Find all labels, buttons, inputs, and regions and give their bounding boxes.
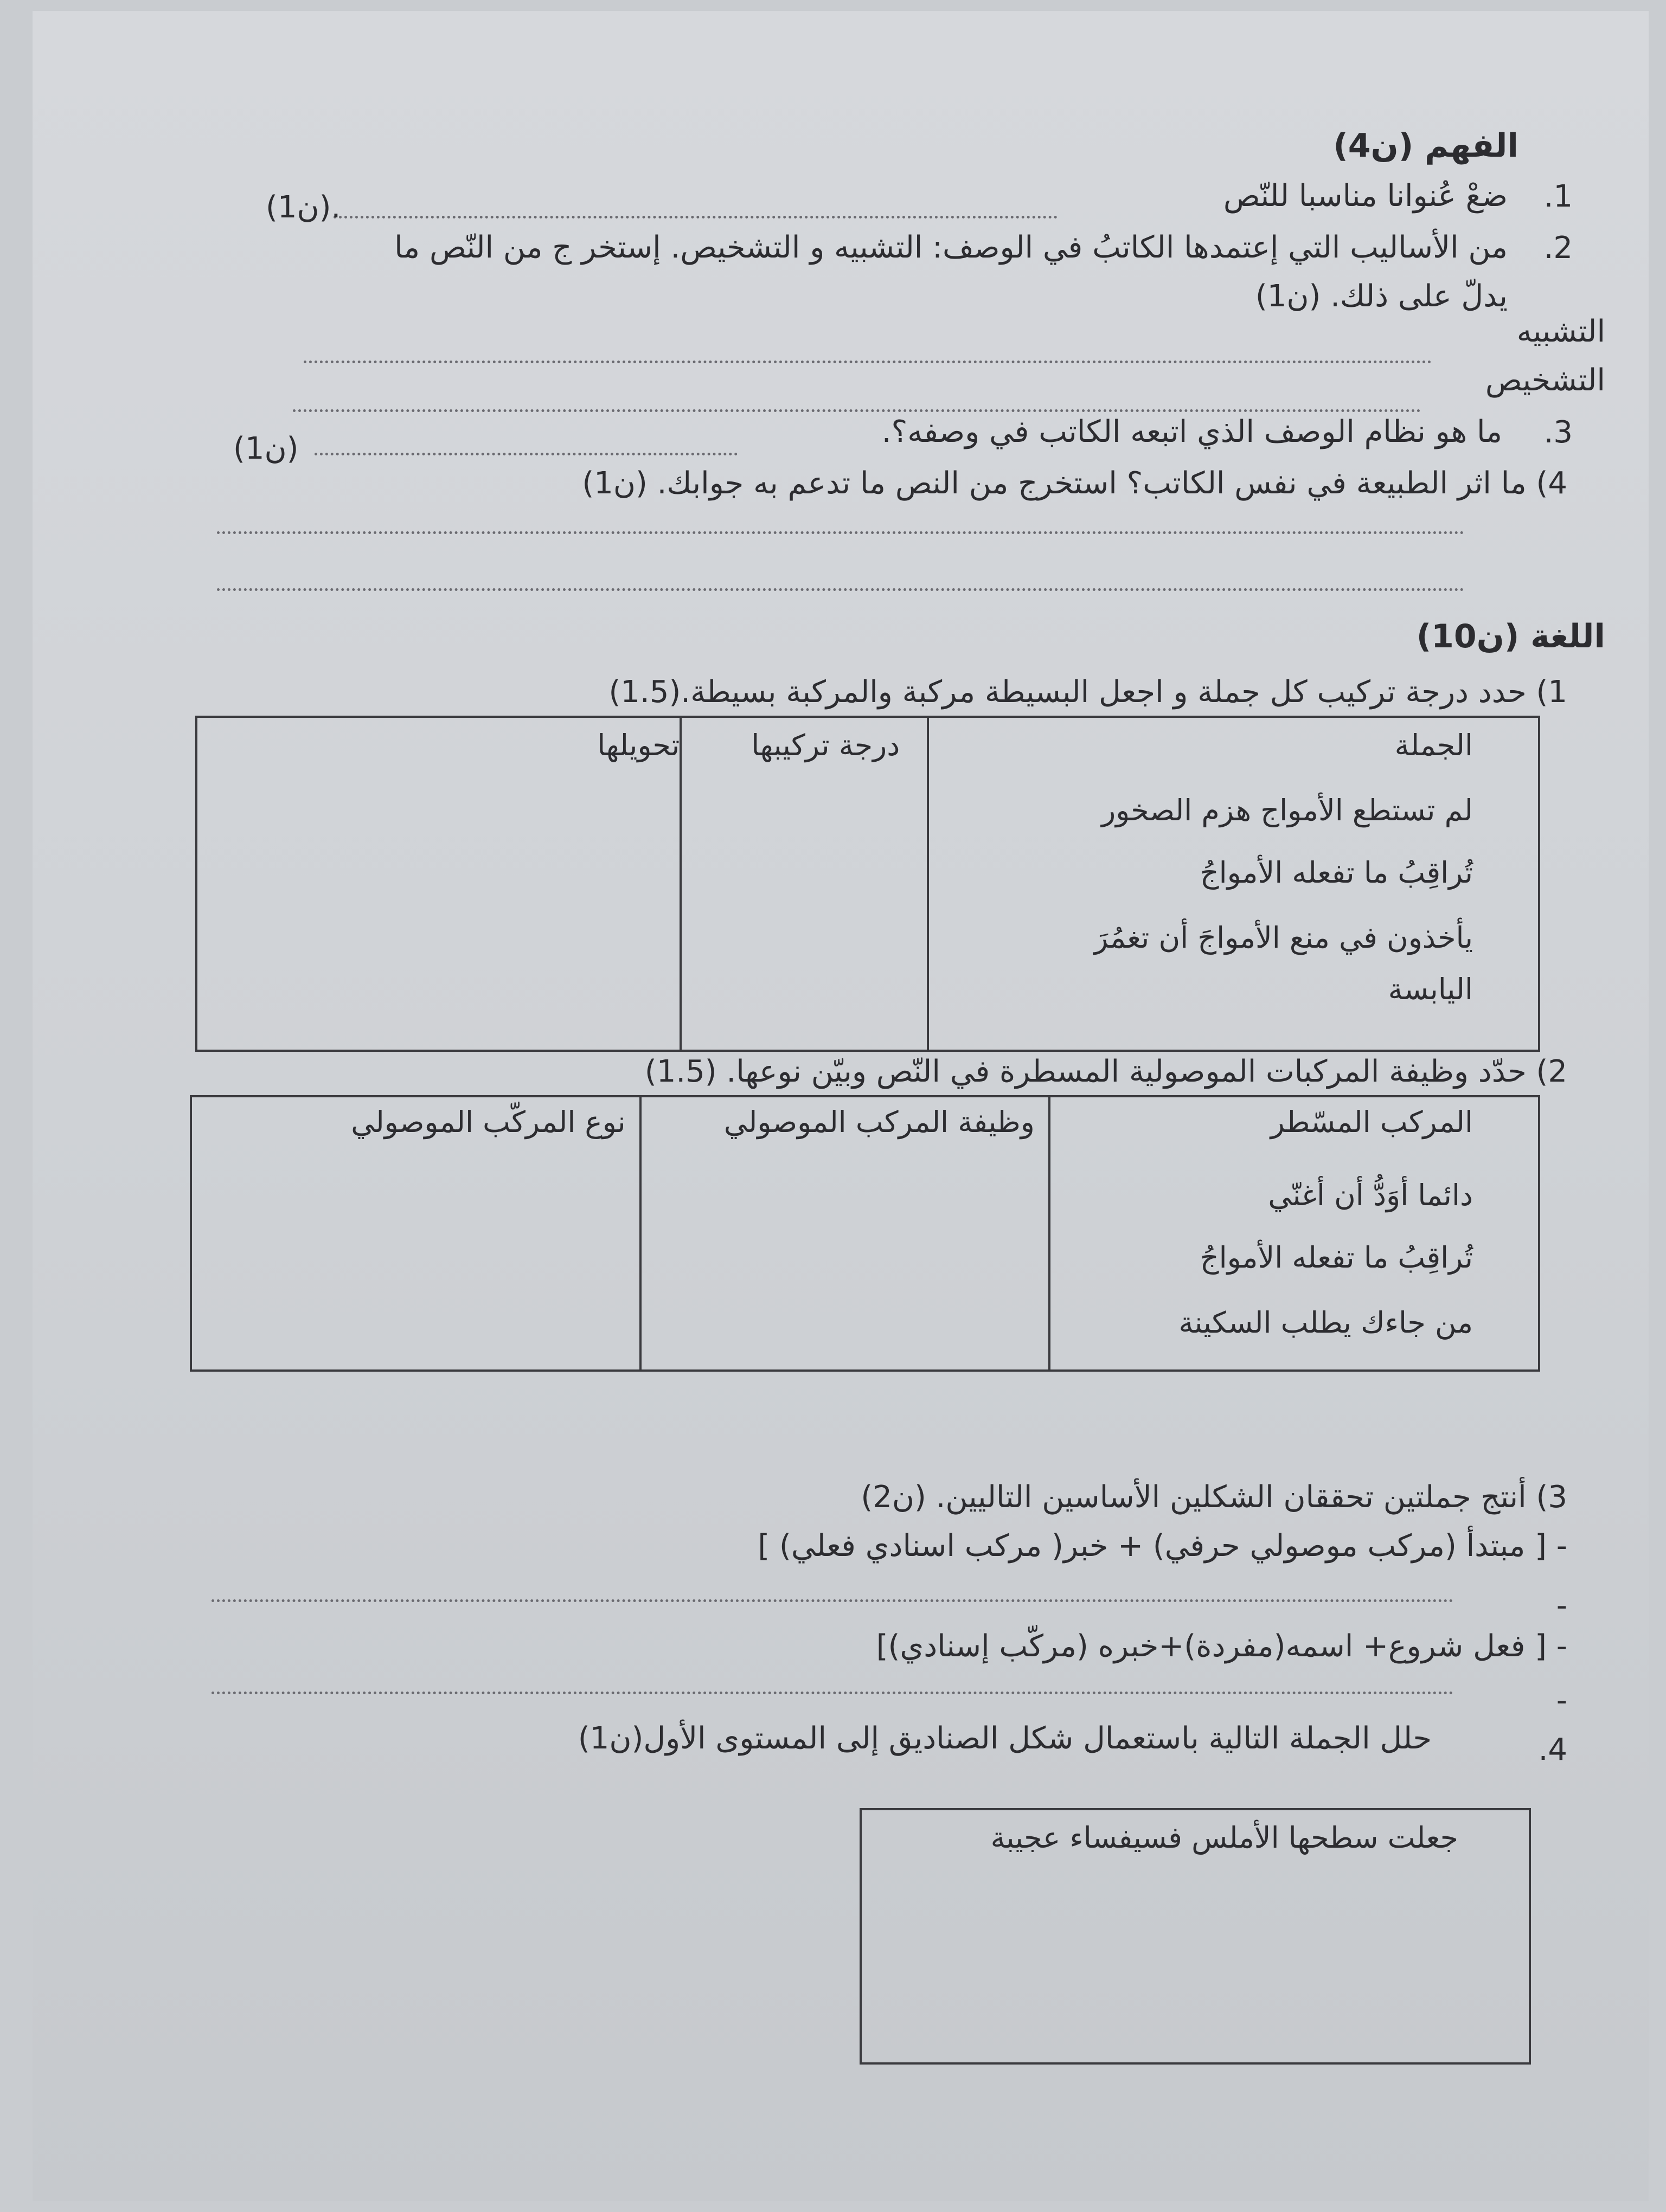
table2-header-type: نوع المركّب الموصولي (351, 1105, 626, 1139)
table1-header-transform: تحويلها (597, 728, 680, 762)
table1-header-sentence: الجملة (1394, 728, 1473, 762)
q4-answer-line-1 (217, 531, 1464, 534)
q2-simile-answer-line (304, 361, 1432, 363)
q2-label-personification: التشخيص (1485, 363, 1605, 398)
q2-personification-answer-line (293, 409, 1421, 412)
table1-degree-column (681, 717, 928, 1051)
q2-number: .2 (1543, 230, 1573, 266)
sentence-structure-table (195, 716, 1540, 1052)
table2-row-3: من جاءك يطلب السكينة (1178, 1306, 1473, 1340)
q2-text-line2: يدلّ على ذلك. (ن1) (1255, 279, 1508, 314)
exam-paper (33, 11, 1649, 2201)
q4-text: 4) ما اثر الطبيعة في نفس الكاتب؟ استخرج من النص ما تدعم به جوابك. (ن1) (582, 466, 1567, 501)
q1-score: (ن1). (266, 190, 341, 225)
language-q1-text: 1) حدد درجة تركيب كل جملة و اجعل البسيطة مركبة والمركبة بسيطة.(1.5) (608, 674, 1567, 710)
q3-dash-1: - (1556, 1588, 1567, 1623)
box-analysis-frame (860, 1808, 1531, 2065)
table1-row-3: يأخذون في منع الأمواجَ أن تغمُرَ (1094, 921, 1473, 955)
table1-sentence-column (928, 717, 1539, 1051)
table2-row-2: تُراقِبُ ما تفعله الأمواجُ (1200, 1240, 1473, 1275)
table2-header-compound: المركب المسّطر (1270, 1105, 1473, 1139)
box-analysis-sentence: جعلت سطحها الأملس فسيفساء عجيبة (990, 1821, 1458, 1855)
table1-header-degree: درجة تركيبها (751, 728, 900, 762)
language-title: اللغة (ن10) (1416, 618, 1605, 655)
q3-score: (ن1) (233, 431, 299, 466)
language-q4-number: .4 (1538, 1732, 1567, 1767)
q3-text: ما هو نظام الوصف الذي اتبعه الكاتب في وصفه؟. (881, 414, 1502, 449)
q3-pattern-2-answer-line (212, 1692, 1453, 1694)
table1-row-3-cont: اليابسة (1388, 972, 1473, 1006)
q1-number: .1 (1543, 179, 1573, 214)
q3-dash-2: - (1556, 1683, 1567, 1718)
table2-compound-column (1049, 1096, 1539, 1371)
q1-text: ضعْ عُنوانا مناسبا للنّص (1223, 178, 1508, 214)
q4-answer-line-2 (217, 588, 1464, 591)
q3-answer-line (315, 453, 738, 455)
language-q3-text: 3) أنتج جملتين تحققان الشكلين الأساسين التاليين. (ن2) (861, 1480, 1567, 1515)
q1-answer-line (334, 216, 1058, 218)
table2-row-1: دائما أوَدُّ أن أغنّي (1268, 1178, 1473, 1212)
table1-row-2: تُراقِبُ ما تفعله الأمواجُ (1200, 856, 1473, 890)
language-q2-text: 2) حدّد وظيفة المركبات الموصولية المسطرة في النّص وبيّن نوعها. (1.5) (644, 1054, 1567, 1089)
q3-pattern-2: - [ فعل شروع+ اسمه(مفردة)+خبره (مركّب إسنادي)] (876, 1629, 1567, 1664)
q2-label-simile: التشبيه (1516, 314, 1605, 349)
q3-number: .3 (1543, 415, 1573, 450)
table2-type-column (191, 1096, 640, 1371)
relative-compound-table (190, 1095, 1540, 1372)
language-q4-text: حلل الجملة التالية باستعمال شكل الصناديق إلى المستوى الأول(ن1) (578, 1721, 1432, 1756)
table2-function-column (640, 1096, 1049, 1371)
comprehension-title: الفهم (ن4) (1333, 127, 1518, 165)
table1-row-1: لم تستطع الأمواج هزم الصخور (1101, 793, 1473, 827)
table1-transform-column (196, 717, 681, 1051)
q3-pattern-1-answer-line (212, 1599, 1453, 1602)
q3-pattern-1: - [ مبتدأ (مركب موصولي حرفي) + خبر( مركب اسنادي فعلي) ] (758, 1528, 1567, 1564)
table2-header-function: وظيفة المركب الموصولي (723, 1105, 1035, 1139)
q2-text-line1: من الأساليب التي إعتمدها الكاتبُ في الوصف: التشبيه و التشخيص. إستخر ج من النّص ما (394, 230, 1508, 265)
